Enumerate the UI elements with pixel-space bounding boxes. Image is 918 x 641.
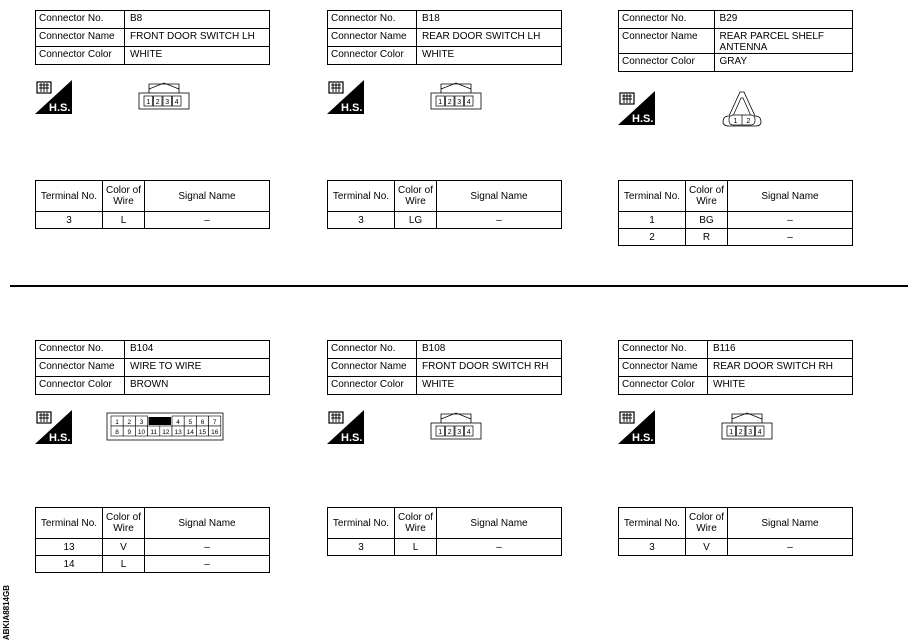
connector-face — [720, 410, 774, 440]
harness-side-icon — [618, 410, 655, 444]
connector-info-table — [618, 10, 853, 72]
pin-label: 1 — [733, 118, 738, 125]
table-row — [619, 229, 853, 246]
pin-label: 2 — [155, 99, 160, 106]
connector-no-label: Connector No. — [328, 341, 417, 359]
table-row — [328, 539, 562, 556]
harness-side-icon — [327, 80, 364, 114]
terminal-table — [35, 507, 270, 573]
pin-label: 1 — [115, 419, 119, 426]
terminal-no-header: Terminal No. — [328, 181, 395, 212]
pin-label: 3 — [457, 99, 462, 106]
connector-face — [429, 80, 483, 110]
wire-color-cell: LG — [395, 212, 437, 229]
connector-no-label: Connector No. — [36, 341, 125, 359]
terminal-no-cell: 14 — [36, 556, 103, 573]
connector-block — [618, 340, 853, 395]
pin-label: 2 — [738, 429, 743, 436]
connector-name-label: Connector Name — [619, 29, 715, 54]
pin-label: 2 — [746, 118, 751, 125]
connector-name-value: FRONT DOOR SWITCH RH — [417, 359, 562, 377]
figure-code: ABKIA8814GB — [2, 585, 11, 641]
harness-side-icon — [35, 410, 72, 444]
wire-color-cell: R — [686, 229, 728, 246]
wire-color-cell: V — [103, 539, 145, 556]
pin-label: 3 — [457, 429, 462, 436]
signal-name-header: Signal Name — [145, 508, 270, 539]
signal-name-cell: – — [145, 556, 270, 573]
connector-info-table — [327, 10, 562, 65]
harness-side-icon — [327, 410, 364, 444]
harness-side-icon — [618, 91, 655, 125]
connector-face — [105, 412, 225, 442]
connector-name-value: REAR DOOR SWITCH LH — [417, 29, 562, 47]
connector-no-label: Connector No. — [36, 11, 125, 29]
connector-no-value: B8 — [125, 11, 270, 29]
connector-no-value: B104 — [125, 341, 270, 359]
connector-block — [327, 340, 562, 395]
terminal-table — [35, 180, 270, 229]
pin-label: 6 — [200, 419, 205, 426]
connector-face — [719, 88, 765, 128]
connector-no-value: B18 — [417, 11, 562, 29]
pin-label: 15 — [198, 429, 207, 436]
connector-color-value: WHITE — [417, 47, 562, 65]
connector-no-value: B29 — [714, 11, 852, 29]
wire-color-cell: L — [103, 556, 145, 573]
pin-label: 3 — [139, 419, 144, 426]
pin-label: 14 — [186, 429, 194, 436]
signal-name-header: Signal Name — [728, 508, 853, 539]
terminal-table — [618, 180, 853, 246]
pin-label: 16 — [211, 429, 219, 436]
connector-color-value: GRAY — [714, 54, 852, 72]
connector-color-value: WHITE — [417, 377, 562, 395]
pin-label: 2 — [127, 419, 132, 426]
hs-label: H.S. — [49, 432, 71, 444]
section-divider — [10, 285, 908, 287]
connector-name-value: REAR DOOR SWITCH RH — [708, 359, 853, 377]
signal-name-header: Signal Name — [145, 181, 270, 212]
pin-label: 13 — [174, 429, 182, 436]
connector-block — [618, 10, 853, 72]
terminal-no-cell: 3 — [619, 539, 686, 556]
connector-color-label: Connector Color — [36, 377, 125, 395]
connector-no-value: B108 — [417, 341, 562, 359]
wire-color-cell: V — [686, 539, 728, 556]
connector-name-label: Connector Name — [36, 29, 125, 47]
hs-label: H.S. — [632, 113, 654, 125]
signal-name-header: Signal Name — [437, 181, 562, 212]
pin-label: 3 — [748, 429, 753, 436]
terminal-no-cell: 3 — [328, 212, 395, 229]
terminal-table — [327, 507, 562, 556]
terminal-no-cell: 3 — [36, 212, 103, 229]
blank-key — [149, 417, 171, 425]
pin-label: 7 — [212, 419, 217, 426]
wire-color-cell: BG — [686, 212, 728, 229]
connector-name-value: WIRE TO WIRE — [125, 359, 270, 377]
pin-label: 8 — [115, 429, 119, 436]
pin-label: 4 — [466, 99, 471, 106]
table-row — [619, 539, 853, 556]
connector-color-label: Connector Color — [328, 47, 417, 65]
hs-label: H.S. — [49, 102, 71, 114]
pin-label: 2 — [447, 99, 452, 106]
color-of-wire-header: Color of Wire — [686, 181, 728, 212]
connector-color-label: Connector Color — [36, 47, 125, 65]
pin-label: 3 — [165, 99, 170, 106]
signal-name-cell: – — [437, 539, 562, 556]
hs-label: H.S. — [341, 432, 363, 444]
connector-name-label: Connector Name — [328, 359, 417, 377]
connector-info-table — [618, 340, 853, 395]
connector-info-table — [327, 340, 562, 395]
pin-label: 1 — [146, 99, 151, 106]
terminal-no-header: Terminal No. — [619, 181, 686, 212]
pin-label: 1 — [438, 99, 443, 106]
terminal-no-header: Terminal No. — [36, 508, 103, 539]
connector-name-value: FRONT DOOR SWITCH LH — [125, 29, 270, 47]
table-row — [36, 212, 270, 229]
connector-color-value: WHITE — [708, 377, 853, 395]
terminal-no-header: Terminal No. — [36, 181, 103, 212]
pin-label: 1 — [729, 429, 734, 436]
terminal-table — [327, 180, 562, 229]
connector-name-label: Connector Name — [619, 359, 708, 377]
pin-label: 12 — [162, 429, 170, 436]
signal-name-cell: – — [728, 212, 853, 229]
signal-name-cell: – — [728, 229, 853, 246]
terminal-table — [618, 507, 853, 556]
pin-label: 4 — [466, 429, 471, 436]
connector-color-label: Connector Color — [619, 54, 715, 72]
table-row — [36, 556, 270, 573]
color-of-wire-header: Color of Wire — [103, 508, 145, 539]
terminal-no-cell: 3 — [328, 539, 395, 556]
terminal-no-cell: 13 — [36, 539, 103, 556]
pin-label: 4 — [174, 99, 179, 106]
signal-name-cell: – — [437, 212, 562, 229]
hs-label: H.S. — [341, 102, 363, 114]
wire-color-cell: L — [103, 212, 145, 229]
color-of-wire-header: Color of Wire — [686, 508, 728, 539]
connector-no-label: Connector No. — [328, 11, 417, 29]
terminal-no-cell: 2 — [619, 229, 686, 246]
pin-label: 4 — [757, 429, 762, 436]
connector-info-table — [35, 340, 270, 395]
connector-no-label: Connector No. — [619, 341, 708, 359]
connector-info-table — [35, 10, 270, 65]
harness-side-icon — [35, 80, 72, 114]
connector-face — [137, 80, 191, 110]
terminal-no-header: Terminal No. — [328, 508, 395, 539]
connector-block — [35, 340, 270, 395]
connector-no-label: Connector No. — [619, 11, 715, 29]
connector-color-value: WHITE — [125, 47, 270, 65]
signal-name-header: Signal Name — [728, 181, 853, 212]
pin-label: 10 — [137, 429, 146, 436]
pin-label: 4 — [176, 419, 180, 426]
hs-label: H.S. — [632, 432, 654, 444]
color-of-wire-header: Color of Wire — [395, 508, 437, 539]
terminal-no-header: Terminal No. — [619, 508, 686, 539]
connector-face — [429, 410, 483, 440]
connector-name-label: Connector Name — [36, 359, 125, 377]
connector-no-value: B116 — [708, 341, 853, 359]
table-row — [36, 539, 270, 556]
pin-label: 1 — [438, 429, 443, 436]
connector-name-value: REAR PARCEL SHELF ANTENNA — [714, 29, 852, 54]
signal-name-header: Signal Name — [437, 508, 562, 539]
color-of-wire-header: Color of Wire — [395, 181, 437, 212]
pin-label: 11 — [150, 429, 158, 436]
signal-name-cell: – — [728, 539, 853, 556]
connector-color-value: BROWN — [125, 377, 270, 395]
pin-label: 2 — [447, 429, 452, 436]
connector-block — [327, 10, 562, 65]
pin-label: 9 — [127, 429, 132, 436]
signal-name-cell: – — [145, 212, 270, 229]
connector-color-label: Connector Color — [328, 377, 417, 395]
wire-color-cell: L — [395, 539, 437, 556]
connector-color-label: Connector Color — [619, 377, 708, 395]
pin-label: 5 — [188, 419, 193, 426]
table-row — [328, 212, 562, 229]
connector-block — [35, 10, 270, 65]
table-row — [619, 212, 853, 229]
color-of-wire-header: Color of Wire — [103, 181, 145, 212]
terminal-no-cell: 1 — [619, 212, 686, 229]
signal-name-cell: – — [145, 539, 270, 556]
connector-name-label: Connector Name — [328, 29, 417, 47]
